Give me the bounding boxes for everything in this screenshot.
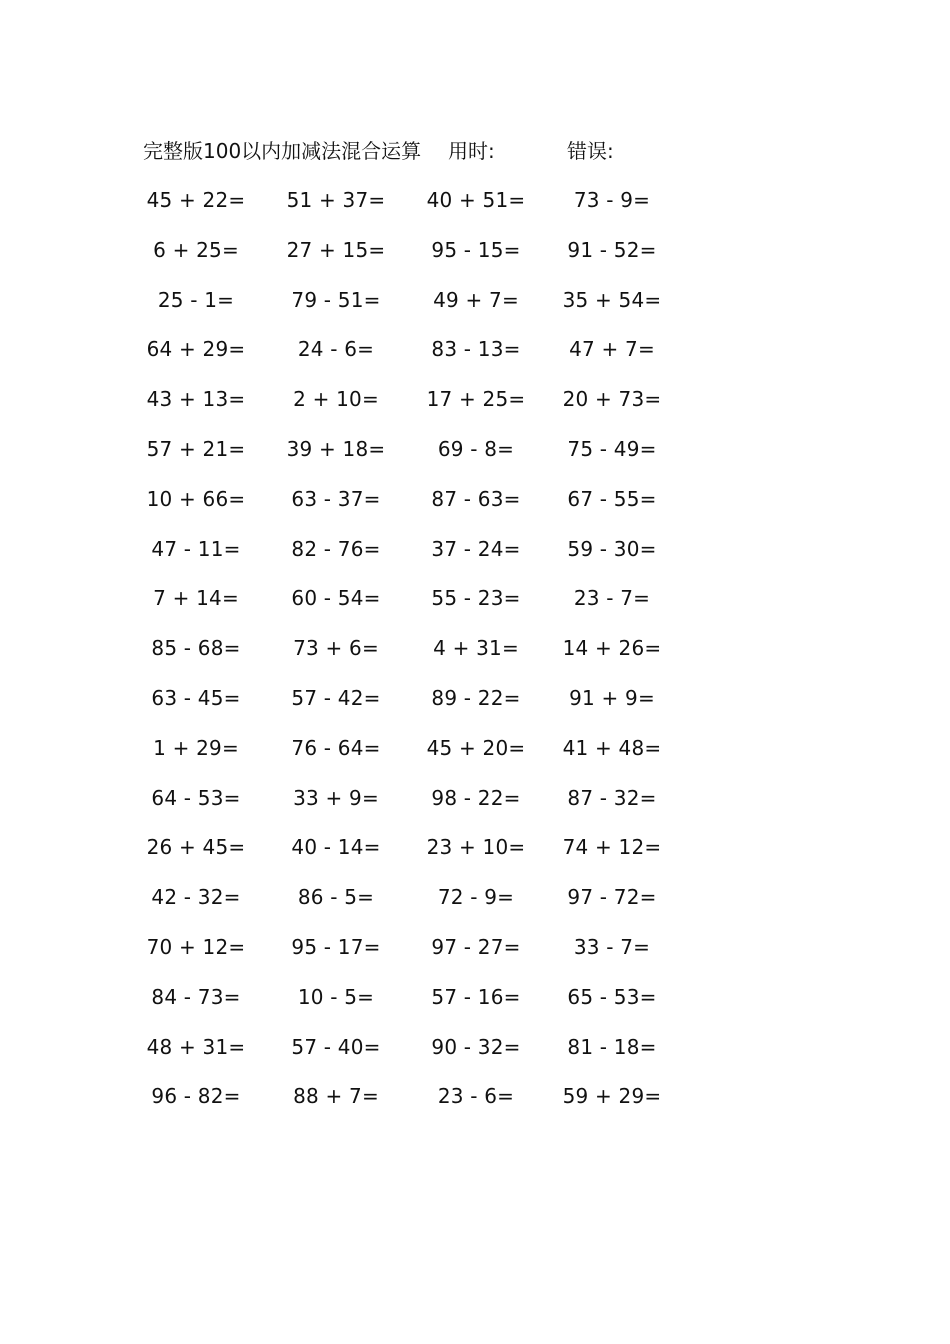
math-problem: 40 + 51= [426, 188, 526, 212]
math-problem: 85 - 68= [151, 636, 241, 661]
math-problem: 47 - 11= [151, 536, 241, 561]
math-problem: 91 - 52= [567, 237, 657, 262]
math-problem: 69 - 8= [437, 437, 515, 461]
math-problem: 74 + 12= [562, 835, 662, 860]
math-problem: 1 + 29= [153, 735, 239, 760]
math-problem: 63 - 45= [151, 686, 241, 710]
math-problem: 47 + 7= [569, 337, 655, 362]
math-problem: 67 - 55= [567, 486, 657, 511]
math-problem: 14 + 26= [562, 636, 662, 661]
worksheet-title: 完整版100以内加减法混合运算 [143, 139, 422, 163]
math-problem: 43 + 13= [146, 387, 246, 412]
math-problem: 45 + 22= [146, 188, 246, 212]
math-problem: 57 - 16= [431, 984, 521, 1009]
math-problem: 98 - 22= [431, 785, 521, 810]
math-problem: 23 + 10= [426, 835, 526, 860]
math-problem: 65 - 53= [567, 984, 657, 1009]
math-problem: 87 - 63= [431, 486, 521, 511]
math-problem: 88 + 7= [293, 1084, 379, 1109]
math-problem: 79 - 51= [291, 287, 381, 312]
math-problem: 51 + 37= [286, 188, 386, 212]
math-problem: 49 + 7= [433, 287, 519, 312]
math-problem: 97 - 27= [431, 935, 521, 959]
math-problem: 87 - 32= [567, 785, 657, 810]
math-problem: 35 + 54= [562, 287, 662, 312]
worksheet-header [0, 137, 950, 165]
math-problem: 76 - 64= [291, 735, 381, 760]
math-problem: 63 - 37= [291, 486, 381, 511]
math-problem: 57 + 21= [146, 437, 246, 461]
time-used-label: 用时: [448, 139, 495, 163]
math-problem: 97 - 72= [567, 885, 657, 910]
math-problem: 37 - 24= [431, 536, 521, 561]
math-problem: 45 + 20= [426, 735, 526, 760]
math-problem: 33 - 7= [573, 935, 651, 959]
math-problem: 72 - 9= [437, 885, 515, 910]
math-problem: 4 + 31= [433, 636, 519, 661]
math-problem: 25 - 1= [157, 287, 235, 312]
math-problem: 75 - 49= [567, 437, 657, 461]
math-problem: 39 + 18= [286, 437, 386, 461]
math-problem: 89 - 22= [431, 686, 521, 710]
math-problem: 41 + 48= [562, 735, 662, 760]
math-problem: 95 - 17= [291, 935, 381, 959]
math-problem: 60 - 54= [291, 586, 381, 611]
math-problem: 86 - 5= [297, 885, 375, 910]
math-problem: 33 + 9= [293, 785, 379, 810]
math-problem: 6 + 25= [153, 237, 239, 262]
math-problem: 83 - 13= [431, 337, 521, 362]
math-problem: 70 + 12= [146, 935, 246, 959]
math-problem: 55 - 23= [431, 586, 521, 611]
math-problem: 90 - 32= [431, 1034, 521, 1059]
math-problem: 64 + 29= [146, 337, 246, 362]
math-problem: 7 + 14= [153, 586, 239, 611]
math-problem: 84 - 73= [151, 984, 241, 1009]
math-problem: 2 + 10= [293, 387, 379, 412]
math-problem: 91 + 9= [569, 686, 655, 710]
math-problem: 73 + 6= [293, 636, 379, 661]
math-problem: 10 + 66= [146, 486, 246, 511]
math-problem: 20 + 73= [562, 387, 662, 412]
math-problem: 59 + 29= [562, 1084, 662, 1109]
math-problem: 26 + 45= [146, 835, 246, 860]
math-problem: 24 - 6= [297, 337, 375, 362]
math-problem: 17 + 25= [426, 387, 526, 412]
math-problem: 96 - 82= [151, 1084, 241, 1109]
math-problem: 82 - 76= [291, 536, 381, 561]
math-problem: 23 - 6= [437, 1084, 515, 1109]
math-problem: 40 - 14= [291, 835, 381, 860]
math-problem: 23 - 7= [573, 586, 651, 611]
math-problem: 95 - 15= [431, 237, 521, 262]
error-count-label: 错误: [567, 139, 614, 163]
math-problem: 27 + 15= [286, 237, 386, 262]
math-problem: 42 - 32= [151, 885, 241, 910]
math-problem: 48 + 31= [146, 1034, 246, 1059]
math-problem: 81 - 18= [567, 1034, 657, 1059]
math-problem: 73 - 9= [573, 188, 651, 212]
math-problem: 10 - 5= [297, 984, 375, 1009]
math-problem: 57 - 42= [291, 686, 381, 710]
math-problem: 64 - 53= [151, 785, 241, 810]
math-problem: 57 - 40= [291, 1034, 381, 1059]
math-problem: 59 - 30= [567, 536, 657, 561]
